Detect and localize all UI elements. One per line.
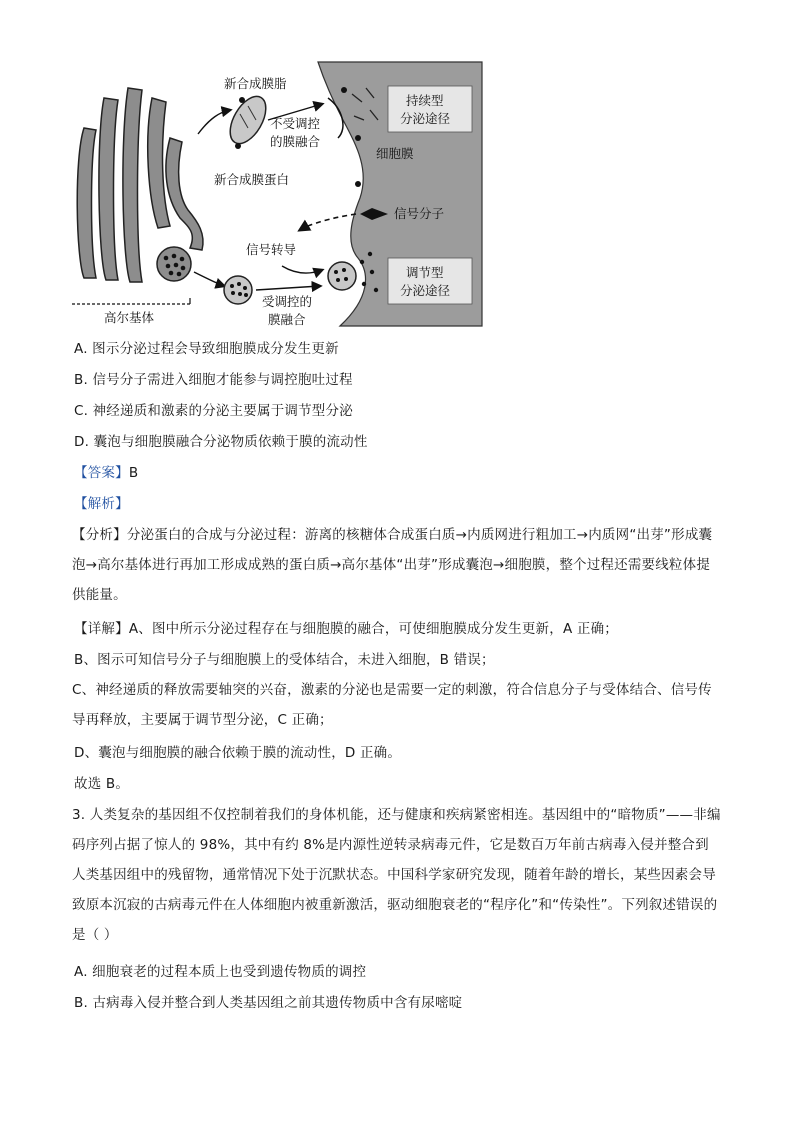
arrow-to-vesicle <box>198 110 230 134</box>
signal-transduction-arrow <box>282 266 322 273</box>
detail-tag: 【详解】 <box>74 621 129 637</box>
golgi-cisterna-1 <box>77 128 96 278</box>
detail-c: C、神经递质的释放需要轴突的兴奋，激素的分泌也是需要一定的刺激，符合信息分子与受体结合、信号传导再释放，主要属于调节型分泌，C 正确； <box>72 682 712 728</box>
secretion-diagram <box>70 58 484 328</box>
option-c: C. 神经递质和激素的分泌主要属于调节型分泌 <box>74 403 353 419</box>
arrow-to-regulated-vesicle <box>194 272 224 286</box>
label-golgi: 高尔基体 <box>104 310 155 325</box>
detail-a: A、图中所示分泌过程存在与细胞膜的融合，可使细胞膜成分发生更新，A 正确； <box>128 621 618 637</box>
analysis-fenxi <box>72 520 722 610</box>
detail-a-line <box>74 619 618 639</box>
lipid-dot <box>239 97 245 103</box>
label-controlled-2: 膜融合 <box>268 312 306 327</box>
label-controlled-1: 受调控的 <box>262 294 313 309</box>
protein-dot <box>235 143 241 149</box>
label-continuous-1: 持续型 <box>406 93 444 108</box>
signal-dashed-arrow <box>300 214 356 230</box>
option-b: B. 信号分子需进入细胞才能参与调控胞吐过程 <box>74 372 353 388</box>
detail-d: D、囊泡与细胞膜的融合依赖于膜的流动性，D 正确。 <box>74 745 402 761</box>
label-signal-molecule: 信号分子 <box>394 206 445 221</box>
label-signal-transduction: 信号转导 <box>246 242 297 257</box>
answer-line <box>74 463 138 483</box>
label-uncontrolled-2: 的膜融合 <box>270 134 321 149</box>
label-regulated-1: 调节型 <box>406 265 444 280</box>
label-cell-membrane: 细胞膜 <box>376 146 414 161</box>
option-d: D. 囊泡与细胞膜融合分泌物质依赖于膜的流动性 <box>74 434 368 450</box>
answer-value: B <box>128 465 139 481</box>
question3-option-a: A. 细胞衰老的过程本质上也受到遗传物质的调控 <box>74 964 367 980</box>
golgi-cisterna-3 <box>123 88 142 282</box>
fenxi-tag: 【分析】 <box>72 527 127 543</box>
arrow-controlled <box>256 286 320 290</box>
label-continuous-2: 分泌途径 <box>400 111 451 126</box>
secretory-vesicle <box>224 276 252 304</box>
question3-option-b: B. 古病毒入侵并整合到人类基因组之前其遗传物质中含有尿嘧啶 <box>74 995 463 1011</box>
fenxi-text: 分泌蛋白的合成与分泌过程：游离的核糖体合成蛋白质→内质网进行粗加工→内质网“出芽”形成囊泡→高尔基体进行再加工形成成熟的蛋白质→高尔基体“出芽”形成囊泡→细胞膜，整个过程还需要线粒体提供能量。 <box>72 527 713 603</box>
answer-tag: 【答案】 <box>74 465 129 481</box>
analysis-tag: 【解析】 <box>74 496 129 512</box>
question3-stem: 3. 人类复杂的基因组不仅控制着我们的身体机能，还与健康和疾病紧密相连。基因组中的“暗物质”——非编码序列占据了惊人的 98%，其中有约 8%是内源性逆转录病毒元件，它是数百万年前古病毒入侵并整合到人类基因组中的残留物，通常情况下处于沉默状态。中国科学家研究发现，随着年龄的增长，某些因素会导致原本沉寂的古病毒元件在人体细胞内被重新激活，驱动细胞衰老的“程序化”和“传染性”。下列叙述错误的是（ ） <box>72 807 721 943</box>
secretion-diagram-svg <box>70 58 484 328</box>
label-regulated-2: 分泌途径 <box>400 283 451 298</box>
golgi-cisterna-5 <box>166 138 203 250</box>
option-a: A. 图示分泌过程会导致细胞膜成分发生更新 <box>74 341 339 357</box>
golgi-cisterna-2 <box>99 98 118 280</box>
analysis-heading <box>74 494 129 514</box>
label-uncontrolled-1: 不受调控 <box>270 116 321 131</box>
fusing-vesicle <box>328 262 356 290</box>
transport-vesicle <box>223 90 273 149</box>
label-new-protein: 新合成膜蛋白 <box>214 172 290 187</box>
conclusion: 故选 B。 <box>74 776 130 792</box>
detail-b: B、图示可知信号分子与细胞膜上的受体结合，未进入细胞，B 错误； <box>74 652 495 668</box>
label-new-lipid: 新合成膜脂 <box>224 76 287 91</box>
